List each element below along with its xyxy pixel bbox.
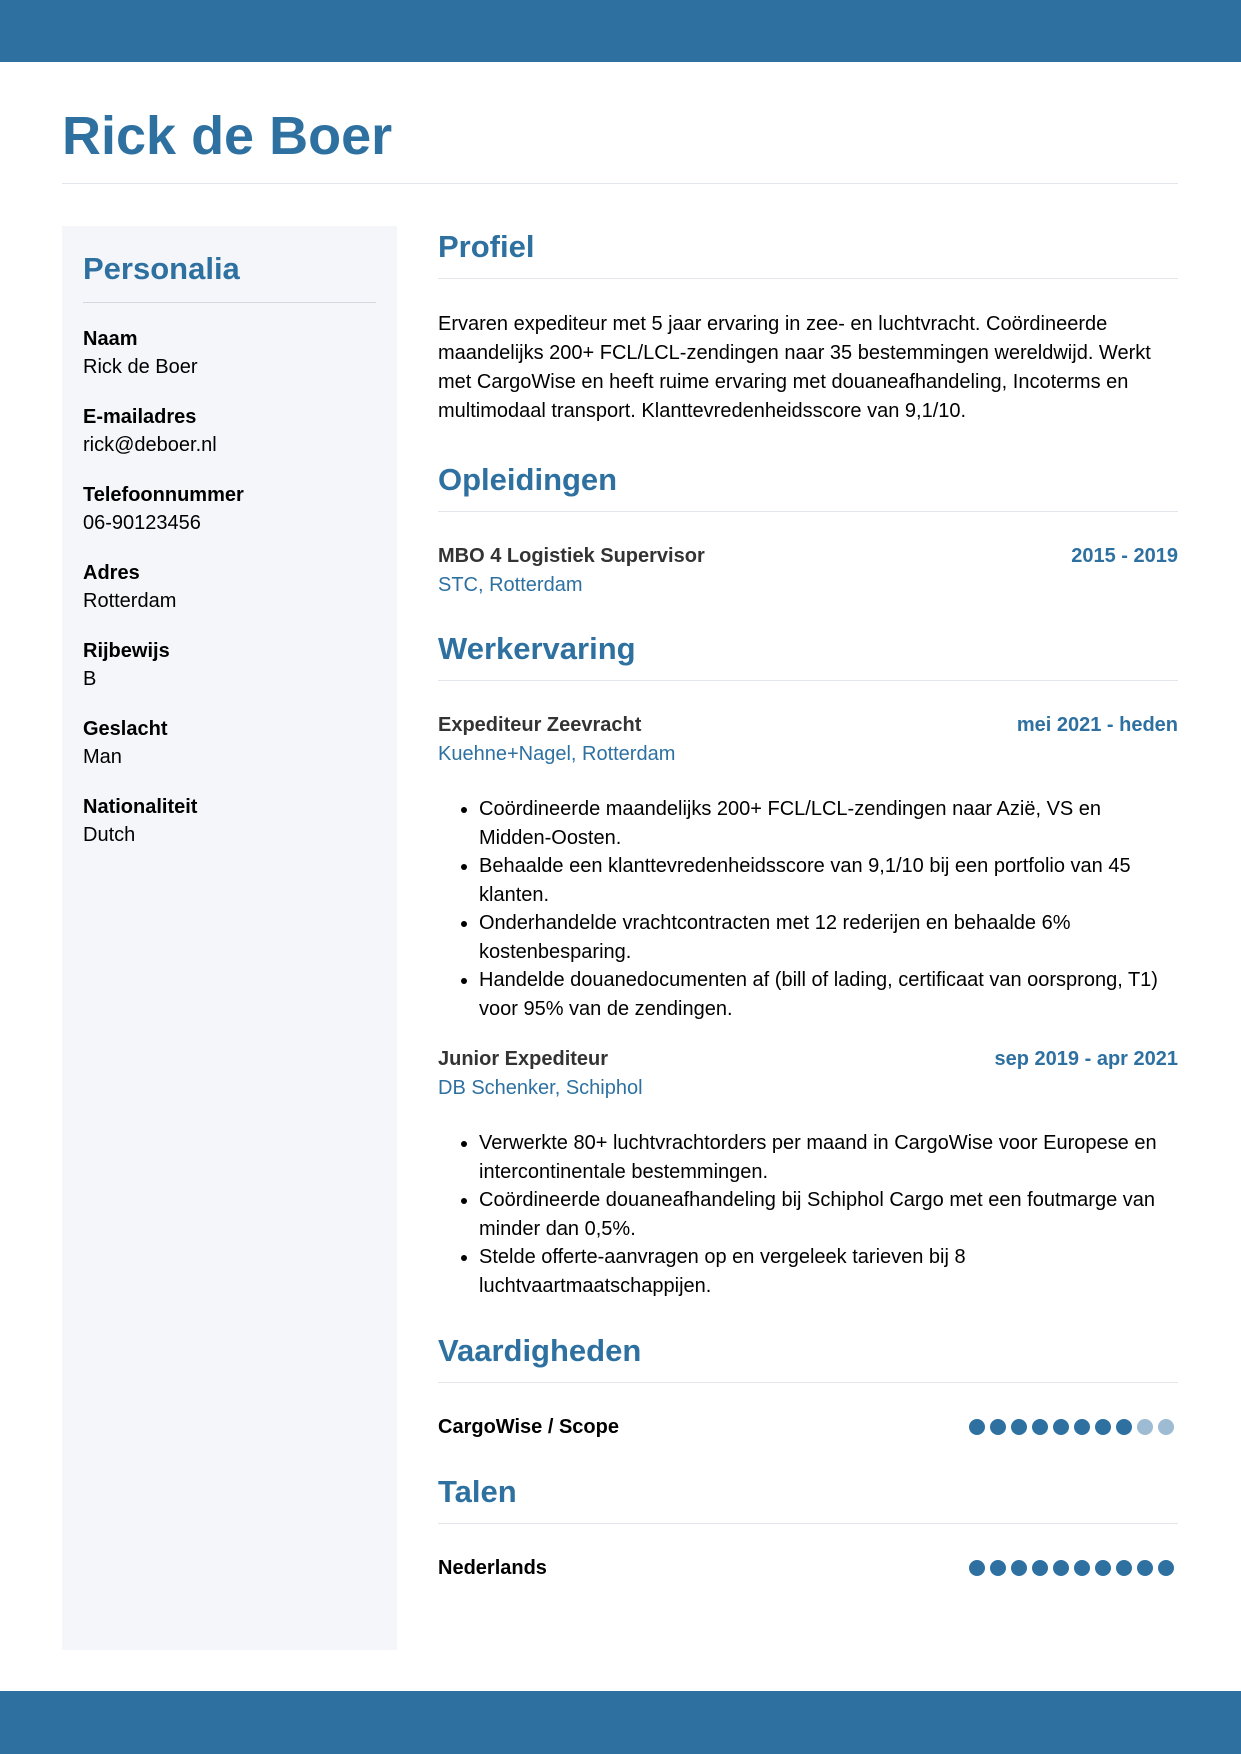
section-divider — [438, 680, 1178, 681]
top-bar — [0, 0, 1241, 62]
profile-section — [438, 226, 1178, 426]
rating-dot-filled — [1074, 1419, 1091, 1436]
job-company: DB Schenker, Schiphol — [438, 1077, 643, 1099]
experience-entry — [438, 711, 1178, 1023]
section-title-education: Opleidingen — [438, 462, 618, 497]
personal-label: Geslacht — [83, 718, 168, 740]
job-bullets — [438, 795, 1178, 1023]
job-title: Junior Expediteur — [438, 1048, 609, 1070]
rating-dot-filled — [1095, 1419, 1112, 1436]
section-title-experience: Werkervaring — [438, 631, 636, 666]
rating-dot-filled — [1053, 1560, 1070, 1577]
personal-value: Rick de Boer — [83, 356, 198, 378]
personal-value: Dutch — [83, 824, 136, 846]
personal-item-license — [83, 637, 376, 693]
personal-value: Rotterdam — [83, 590, 177, 612]
entry-header — [438, 542, 1178, 571]
personal-info-sidebar — [62, 226, 397, 1650]
personal-label: E-mailadres — [83, 406, 197, 428]
education-institution: STC, Rotterdam — [438, 574, 583, 596]
personal-label: Adres — [83, 562, 140, 584]
rating-dot-filled — [1032, 1560, 1049, 1577]
entry-header — [438, 1045, 1178, 1074]
rating-dot-filled — [1053, 1419, 1070, 1436]
candidate-name: Rick de Boer — [62, 106, 393, 166]
section-title-skills: Vaardigheden — [438, 1333, 642, 1368]
personal-label: Nationaliteit — [83, 796, 198, 818]
rating-dot-filled — [990, 1560, 1007, 1577]
personal-value: rick@deboer.nl — [83, 434, 217, 456]
rating-dot-filled — [1074, 1560, 1091, 1577]
personal-item-name — [83, 325, 376, 381]
personal-item-email — [83, 403, 376, 459]
bullet-item: • Onderhandelde vrachtcontracten met 12 rederijen en behaalde 6% kostenbesparing. — [479, 909, 1178, 966]
education-entry — [438, 542, 1178, 599]
sidebar-title: Personalia — [83, 251, 240, 286]
rating-dot-filled — [1032, 1419, 1049, 1436]
languages-section — [438, 1471, 1178, 1582]
bullet-item: • Handelde douanedocumenten af (bill of lading, certificaat van oorsprong, T1) voor 95% van de zendingen. — [479, 966, 1178, 1023]
rating-dot-filled — [1011, 1419, 1028, 1436]
entry-header — [438, 711, 1178, 740]
rating-dot-filled — [1158, 1560, 1175, 1577]
experience-section — [438, 628, 1178, 1300]
profile-text: Ervaren expediteur met 5 jaar ervaring in zee- en luchtvracht. Coördineerde maandelijks 200+ FCL/LCL-zendingen naar 35 bestemmingen wereldwijd. Werkt met CargoWise en heeft ruime ervaring met douaneafhandeling, Incoterms en multimodaal transport. Klanttevredenheidsscore van 9,1/10. — [438, 313, 1151, 422]
personal-item-phone — [83, 481, 376, 537]
rating-dot-filled — [1095, 1560, 1112, 1577]
personal-value: 06-90123456 — [83, 512, 201, 534]
education-section — [438, 459, 1178, 599]
skills-section — [438, 1330, 1178, 1441]
education-date: 2015 - 2019 — [1071, 545, 1178, 567]
section-title-profile: Profiel — [438, 229, 535, 264]
bottom-bar — [0, 1691, 1241, 1754]
rating-dot-empty — [1137, 1419, 1154, 1436]
personal-value: Man — [83, 746, 122, 768]
bullet-item: • Behaalde een klanttevredenheidsscore van 9,1/10 bij een portfolio van 45 klanten. — [479, 852, 1178, 909]
personal-label: Rijbewijs — [83, 640, 170, 662]
personal-label: Naam — [83, 328, 138, 350]
section-title-languages: Talen — [438, 1474, 517, 1509]
job-company: Kuehne+Nagel, Rotterdam — [438, 743, 676, 765]
rating-dot-filled — [1011, 1560, 1028, 1577]
language-rating — [969, 1560, 1175, 1577]
experience-entry — [438, 1045, 1178, 1300]
job-bullets — [438, 1129, 1178, 1300]
bullet-item: • Coördineerde douaneafhandeling bij Schiphol Cargo met een foutmarge van minder dan 0,5%. — [479, 1186, 1178, 1243]
personal-item-nationality — [83, 793, 376, 849]
rating-dot-filled — [969, 1419, 986, 1436]
personal-label: Telefoonnummer — [83, 484, 244, 506]
job-date: sep 2019 - apr 2021 — [994, 1048, 1178, 1070]
section-divider — [438, 511, 1178, 512]
rating-dot-filled — [990, 1419, 1007, 1436]
rating-dot-filled — [1137, 1560, 1154, 1577]
job-title: Expediteur Zeevracht — [438, 714, 642, 736]
language-name: Nederlands — [438, 1557, 547, 1579]
skill-row — [438, 1413, 1178, 1441]
bullet-item: • Coördineerde maandelijks 200+ FCL/LCL-zendingen naar Azië, VS en Midden-Oosten. — [479, 795, 1178, 852]
header-divider — [62, 183, 1178, 184]
main-content — [438, 226, 1178, 1582]
section-divider — [438, 1382, 1178, 1383]
sidebar-divider — [83, 302, 376, 303]
rating-dot-filled — [1116, 1560, 1133, 1577]
bullet-item: • Verwerkte 80+ luchtvrachtorders per maand in CargoWise voor Europese en intercontinentale bestemmingen. — [479, 1129, 1178, 1186]
personal-item-address — [83, 559, 376, 615]
rating-dot-filled — [1116, 1419, 1133, 1436]
skill-name: CargoWise / Scope — [438, 1416, 619, 1438]
rating-dot-filled — [969, 1560, 986, 1577]
skill-rating — [969, 1419, 1175, 1436]
personal-item-gender — [83, 715, 376, 771]
job-date: mei 2021 - heden — [1016, 714, 1178, 736]
language-row — [438, 1554, 1178, 1582]
education-title: MBO 4 Logistiek Supervisor — [438, 545, 705, 567]
personal-value: B — [83, 668, 97, 690]
rating-dot-empty — [1158, 1419, 1175, 1436]
section-divider — [438, 1523, 1178, 1524]
bullet-item: • Stelde offerte-aanvragen op en vergeleek tarieven bij 8 luchtvaartmaatschappijen. — [479, 1243, 1178, 1300]
section-divider — [438, 278, 1178, 279]
